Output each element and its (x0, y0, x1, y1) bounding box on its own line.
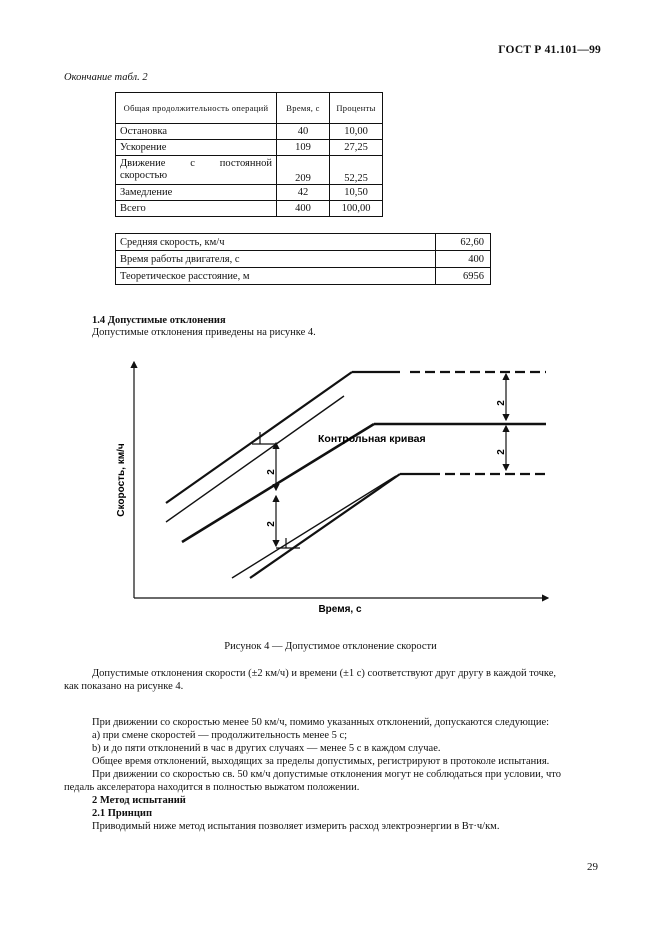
left-dim-label-upper: 2 (266, 469, 277, 475)
list-item-a: а) при смене скоростей — продолжительность менее 5 с; (92, 730, 348, 741)
lower-time-tolerance-line (232, 476, 396, 578)
op-label: Замедление (116, 185, 277, 201)
lower-tolerance-line (250, 474, 546, 578)
op-time: 109 (277, 140, 330, 156)
paragraph-total-time: Общее время отклонений, выходящих за пределы допустимых, регистрируют в протоколе испытания. (92, 756, 550, 767)
op-percent: 10,00 (330, 124, 383, 140)
tolerance-figure (100, 350, 560, 620)
op-time: 40 (277, 124, 330, 140)
op-percent: 100,00 (330, 201, 383, 217)
right-dim-label-upper: 2 (496, 400, 507, 406)
op-label: Всего (116, 201, 277, 217)
op-percent: 10,50 (330, 185, 383, 201)
header-time: Время, с (277, 93, 330, 124)
left-dimension (252, 432, 300, 548)
section-2-title: 2 Метод испытаний (92, 795, 186, 806)
operations-table (115, 92, 383, 217)
list-item-b: b) и до пяти отклонений в час в других случаях — менее 5 с в каждом случае. (92, 743, 441, 754)
paragraph-tolerance-correspondence: Допустимые отклонения скорости (±2 км/ч) и времени (±1 с) соответствуют друг другу в каждой точке, как показано на рисунке 4. (64, 668, 557, 692)
section-1-4-text: Допустимые отклонения приведены на рисунке 4. (92, 327, 316, 338)
summary-label: Время работы двигателя, с (116, 251, 436, 268)
section-2-1-title: 2.1 Принцип (92, 808, 153, 819)
y-axis-label: Скорость, км/ч (116, 443, 127, 517)
op-time: 209 (277, 156, 330, 185)
table-row (116, 268, 491, 285)
header-percent: Проценты (330, 93, 383, 124)
table-row (116, 156, 383, 185)
section-1-4-title: 1.4 Допустимые отклонения (92, 315, 226, 326)
op-label: Остановка (116, 124, 277, 140)
summary-value: 400 (436, 251, 491, 268)
summary-label: Теоретическое расстояние, м (116, 268, 436, 285)
summary-table (115, 233, 491, 285)
op-percent: 27,25 (330, 140, 383, 156)
text-block (64, 716, 570, 833)
page-number: 29 (587, 861, 598, 873)
standard-header: ГОСТ Р 41.101—99 (498, 44, 601, 56)
op-percent: 52,25 (330, 156, 383, 185)
op-label: Ускорение (116, 140, 277, 156)
figure-caption: Рисунок 4 — Допустимое отклонение скорости (224, 641, 437, 652)
table-continuation-caption: Окончание табл. 2 (64, 72, 148, 83)
summary-value: 6956 (436, 268, 491, 285)
table-row (116, 234, 491, 251)
table-header-row (116, 93, 383, 124)
summary-label: Средняя скорость, км/ч (116, 234, 436, 251)
paragraph-low-speed: При движении со скоростью менее 50 км/ч, помимо указанных отклонений, допускаются следующие: (92, 717, 550, 728)
control-curve-label: Контрольная кривая (318, 433, 426, 445)
right-dim-label-lower: 2 (496, 449, 507, 455)
table-row (116, 185, 383, 201)
section-2-1-text: Приводимый ниже метод испытания позволяет измерить расход электроэнергии в Вт·ч/км. (92, 821, 500, 832)
table-row (116, 140, 383, 156)
paragraph-high-speed: При движении со скоростью св. 50 км/ч допустимые отклонения могут не соблюдаться при условии, что педаль акселератора находится в полностью выжатом положении. (64, 769, 561, 793)
table-row (116, 124, 383, 140)
header-operations: Общая продолжительность операций (116, 93, 277, 124)
table-row (116, 201, 383, 217)
op-time: 42 (277, 185, 330, 201)
x-axis-label: Время, с (318, 604, 362, 615)
table-row (116, 251, 491, 268)
op-time: 400 (277, 201, 330, 217)
left-dim-label-lower: 2 (266, 521, 277, 527)
summary-value: 62,60 (436, 234, 491, 251)
op-label: Движение с постоянной скоростью (116, 156, 277, 185)
